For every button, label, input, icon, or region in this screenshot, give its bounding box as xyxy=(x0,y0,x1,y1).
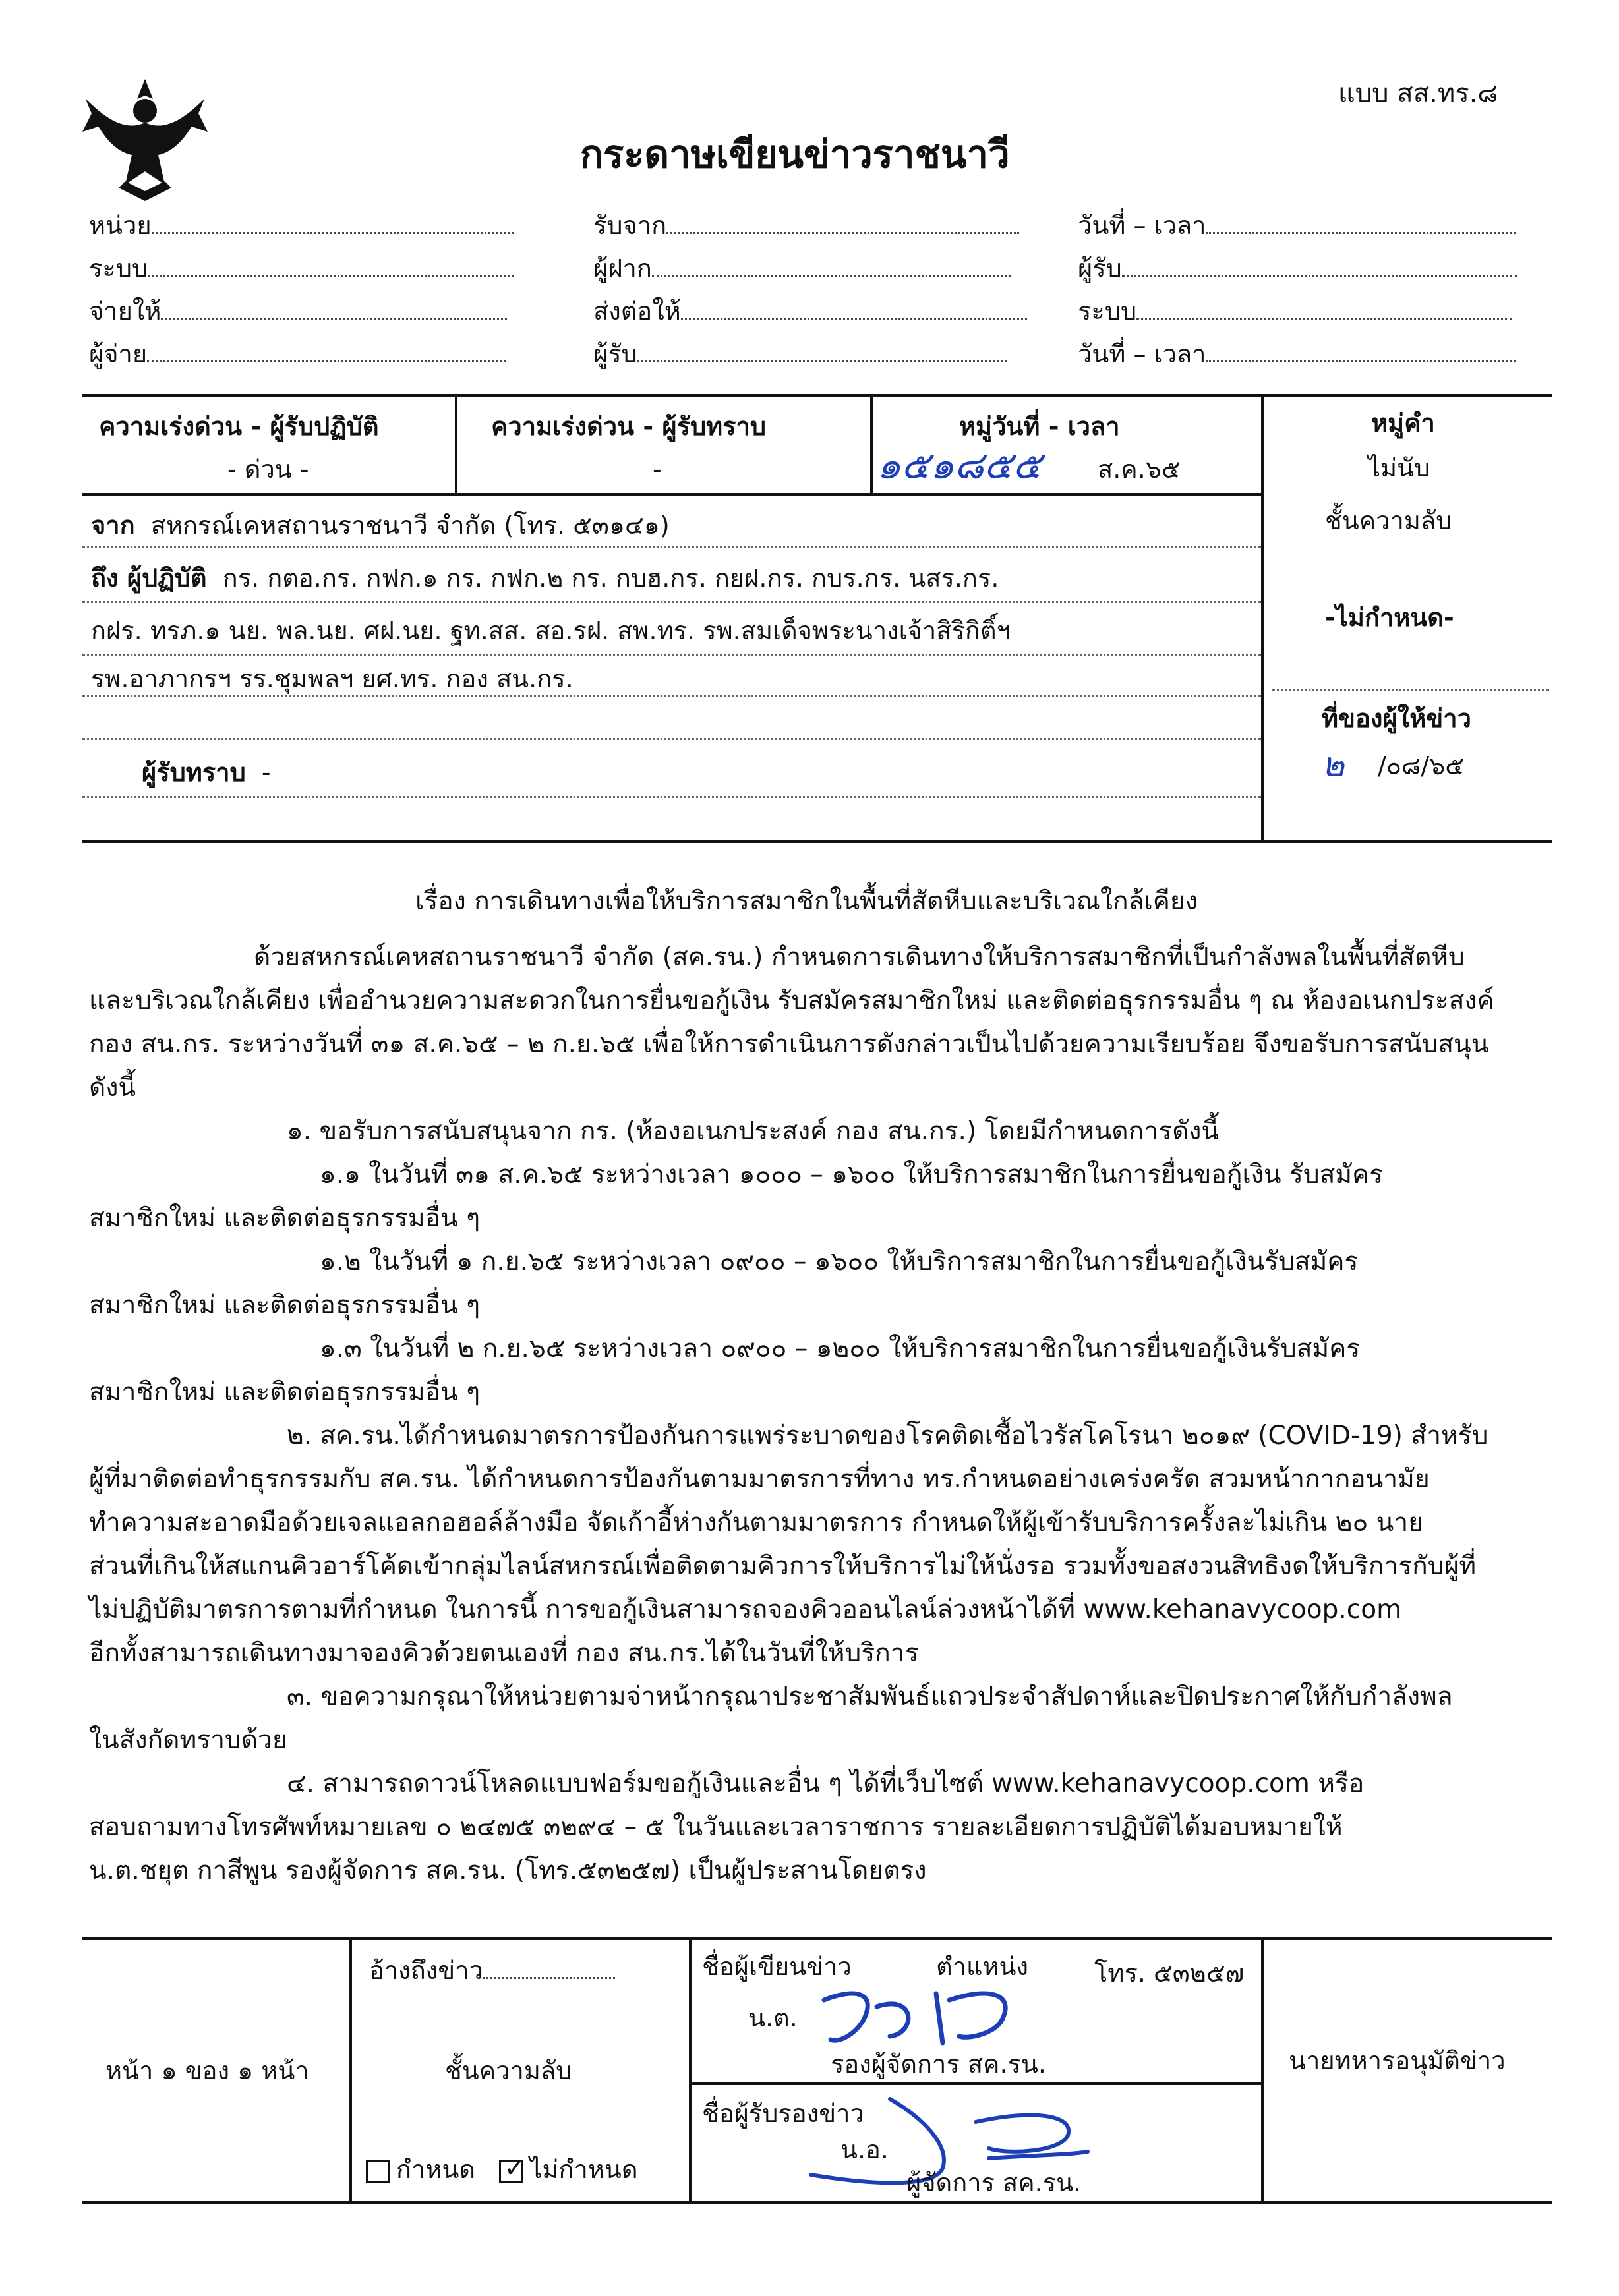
footer-page: หน้า ๑ ของ ๑ หน้า xyxy=(105,2056,309,2085)
header-field-datetime-1: วันที่ – เวลา xyxy=(1078,211,1516,241)
para-line: ๑.๑ ในวันที่ ๓๑ ส.ค.๖๕ ระหว่างเวลา ๑๐๐๐ – ๑๖๐๐ ให้บริการสมาชิกในการยื่นขอกู้เงิน รับสมัคร xyxy=(320,1160,1384,1190)
para-line: ทำความสะอาดมือด้วยเจลแอลกอฮอล์ล้างมือ จัดเก้าอี้ห่างกันตามมาตรการ กำหนดให้ผู้เข้ารับบริการครั้งละไม่เกิน ๒๐ นาย xyxy=(89,1508,1424,1537)
dtg-handwritten: ๑๕๑๘๕๕ xyxy=(877,443,1042,488)
to-line-3: รพ.อาภากรฯ รร.ชุมพลฯ ยศ.ทร. กอง สน.กร. xyxy=(91,664,574,693)
info-recipients: ผู้รับทราบ - xyxy=(142,758,271,787)
para-line: สมาชิกใหม่ และติดต่อธุรกรรมอื่น ๆ xyxy=(89,1377,481,1407)
footer-classification-label: ชั้นความลับ xyxy=(445,2056,572,2085)
para-line: ด้วยสหกรณ์เคหสถานราชนาวี จำกัด (สค.รน.) กำหนดการเดินทางให้บริการสมาชิกที่เป็นกำลังพลในพื้นที่สัตหีบ xyxy=(254,942,1465,972)
dtg-month: ส.ค.๖๕ xyxy=(1098,455,1181,484)
para-line: ๓. ขอความกรุณาให้หน่วยตามจ่าหน้ากรุณาประชาสัมพันธ์แถวประจำสัปดาห์และปิดประกาศให้กับกำลังพล xyxy=(287,1682,1453,1711)
para-line: สมาชิกใหม่ และติดต่อธุรกรรมอื่น ๆ xyxy=(89,1203,481,1233)
footer-certifier-rank: น.อ. xyxy=(840,2135,889,2164)
para-line: สมาชิกใหม่ และติดต่อธุรกรรมอื่น ๆ xyxy=(89,1290,481,1320)
classification-label: ชั้นความลับ xyxy=(1325,506,1452,535)
header-field-system-2: ระบบ xyxy=(1078,297,1512,327)
originator-ref-hand: ๒ xyxy=(1322,745,1345,785)
urgency-action-value: - ด่วน - xyxy=(227,455,309,484)
header-field-receiver: ผู้รับ xyxy=(593,339,1007,370)
footer-writer-label: ชื่อผู้เขียนข่าว xyxy=(702,1952,852,1981)
footer-certifier-position: ผู้จัดการ สค.รน. xyxy=(906,2168,1082,2197)
checkbox-undefined[interactable]: ✓ xyxy=(499,2160,523,2183)
to-line-1: ถึง ผู้ปฏิบัติ กร. กตอ.กร. กฟก.๑ กร. กฟก.๒ กร. กบฮ.กร. กยฝ.กร. กบร.กร. นสร.กร. xyxy=(91,563,999,592)
header-field-datetime-2: วันที่ – เวลา xyxy=(1078,339,1516,370)
para-line: ผู้ที่มาติดต่อทำธุรกรรมกับ สค.รน. ได้กำหนดการป้องกันตามมาตรการที่ทาง ทร.กำหนดอย่างเคร่งครัด สวมหน้ากากอนามัย xyxy=(89,1464,1430,1494)
para-line: กอง สน.กร. ระหว่างวันที่ ๓๑ ส.ค.๖๕ – ๒ ก.ย.๖๕ เพื่อให้การดำเนินการดังกล่าวเป็นไปด้วยความเรียบร้อย จึงขอรับการสนับสนุน xyxy=(89,1029,1489,1059)
footer-certifier-label: ชื่อผู้รับรองข่าว xyxy=(702,2099,864,2128)
footer-position-label: ตำแหน่ง xyxy=(936,1952,1029,1981)
para-line: ดังนี้ xyxy=(89,1073,136,1103)
writer-signature-icon xyxy=(817,1980,1055,2053)
dtg-header: หมู่วันที่ - เวลา xyxy=(959,412,1120,441)
group-count-header: หมู่คำ xyxy=(1371,409,1435,438)
header-field-pay-to: จ่ายให้ xyxy=(89,297,507,327)
para-line: ส่วนที่เกินให้สแกนคิวอาร์โค้ดเข้ากลุ่มไลน์สหกรณ์เพื่อติดตามคิวการให้บริการไม่ให้นั่งรอ รวมทั้งขอสงวนสิทธิงดให้บริการกับผู้ที่ xyxy=(89,1551,1477,1581)
para-line: และบริเวณใกล้เคียง เพื่ออำนวยความสะดวกในการยื่นขอกู้เงิน รับสมัครสมาชิกใหม่ และติดต่อธุรกรรมอื่น ๆ ณ ห้องอเนกประสงค์ xyxy=(89,986,1494,1016)
classification-value: -ไม่กำหนด- xyxy=(1325,603,1454,632)
subject: เรื่อง การเดินทางเพื่อให้บริการสมาชิกในพื้นที่สัตหีบและบริเวณใกล้เคียง xyxy=(415,886,1198,916)
para-line: น.ต.ชยุต กาสีพูน รองผู้จัดการ สค.รน. (โทร.๕๓๒๕๗) เป็นผู้ประสานโดยตรง xyxy=(89,1856,927,1885)
urgency-info-header: ความเร่งด่วน - ผู้รับทราบ xyxy=(491,412,767,441)
footer-ref: อ้างถึงข่าว xyxy=(369,1956,615,1986)
header-field-received-from: รับจาก xyxy=(593,211,1019,241)
para-line: ในสังกัดทราบด้วย xyxy=(89,1725,287,1755)
para-line: ไม่ปฏิบัติมาตรการตามที่กำหนด ในการนี้ การขอกู้เงินสามารถจองคิวออนไลน์ล่วงหน้าได้ที่ www.kehanavycoop.com xyxy=(89,1595,1402,1624)
para-line: อีกทั้งสามารถเดินทางมาจองคิวด้วยตนเองที่ กอง สน.กร.ได้ในวันที่ให้บริการ xyxy=(89,1638,919,1668)
group-count-value: ไม่นับ xyxy=(1368,453,1430,482)
checkbox-defined[interactable] xyxy=(366,2160,390,2183)
footer-writer-position: รองผู้จัดการ สค.รน. xyxy=(831,2050,1046,2079)
originator-ref-label: ที่ของผู้ให้ข่าว xyxy=(1322,704,1471,733)
body-text xyxy=(89,936,1546,1893)
form-code: แบบ สส.ทร.๘ xyxy=(1338,78,1498,109)
para-line: ๑.๒ ในวันที่ ๑ ก.ย.๖๕ ระหว่างเวลา ๐๙๐๐ – ๑๖๐๐ ให้บริการสมาชิกในการยื่นขอกู้เงินรับสมัคร xyxy=(320,1247,1359,1277)
para-line: ๑. ขอรับการสนับสนุนจาก กร. (ห้องอเนกประสงค์ กอง สน.กร.) โดยมีกำหนดการดังนี้ xyxy=(287,1116,1220,1146)
form-title: กระดาษเขียนข่าวราชนาวี xyxy=(580,132,1010,177)
para-line: ๔. สามารถดาวน์โหลดแบบฟอร์มขอกู้เงินและอื่น ๆ ได้ที่เว็บไซต์ www.kehanavycoop.com หรือ xyxy=(287,1769,1365,1798)
to-line-2: กฝร. ทรภ.๑ นย. พล.นย. ศฝ.นย. ฐท.สส. สอ.รฝ. สพ.ทร. รพ.สมเด็จพระนางเจ้าสิริกิติ์ฯ xyxy=(91,616,1011,645)
header-field-system: ระบบ xyxy=(89,254,514,284)
originator-ref-value: /๐๘/๖๕ xyxy=(1378,751,1464,780)
header-field-payer: ผู้จ่าย xyxy=(89,339,506,370)
header-field-unit: หน่วย xyxy=(89,211,514,241)
urgency-info-value: - xyxy=(653,455,662,484)
header-field-receiver-2: ผู้รับ xyxy=(1078,254,1517,284)
from-line: จาก สหกรณ์เคหสถานราชนาวี จำกัด (โทร. ๕๓๑๔๑) xyxy=(91,511,670,540)
header-field-forward-to: ส่งต่อให้ xyxy=(593,297,1027,327)
urgency-action-header: ความเร่งด่วน - ผู้รับปฏิบัติ xyxy=(99,412,379,441)
footer-approver-label: นายทหารอนุมัติข่าว xyxy=(1289,2046,1506,2075)
para-line: สอบถามทางโทรศัพท์หมายเลข ๐ ๒๔๗๕ ๓๒๙๔ – ๕ ในวันและเวลาราชการ รายละเอียดการปฏิบัติได้มอบหมายให้ xyxy=(89,1812,1343,1842)
para-line: ๑.๓ ในวันที่ ๒ ก.ย.๖๕ ระหว่างเวลา ๐๙๐๐ – ๑๒๐๐ ให้บริการสมาชิกในการยื่นขอกู้เงินรับสมัคร xyxy=(320,1334,1361,1363)
garuda-emblem-icon xyxy=(79,72,211,204)
footer-writer-rank: น.ต. xyxy=(748,2003,798,2032)
footer-classification-options: กำหนด ✓ ไม่กำหนด xyxy=(366,2155,638,2185)
footer-phone: โทร. ๕๓๒๕๗ xyxy=(1094,1959,1245,1988)
header-field-depositor: ผู้ฝาก xyxy=(593,254,1011,284)
para-line: ๒. สค.รน.ได้กำหนดมาตรการป้องกันการแพร่ระบาดของโรคติดเชื้อไวรัสโคโรนา ๒๐๑๙ (COVID-19) สำหรับ xyxy=(287,1421,1488,1450)
